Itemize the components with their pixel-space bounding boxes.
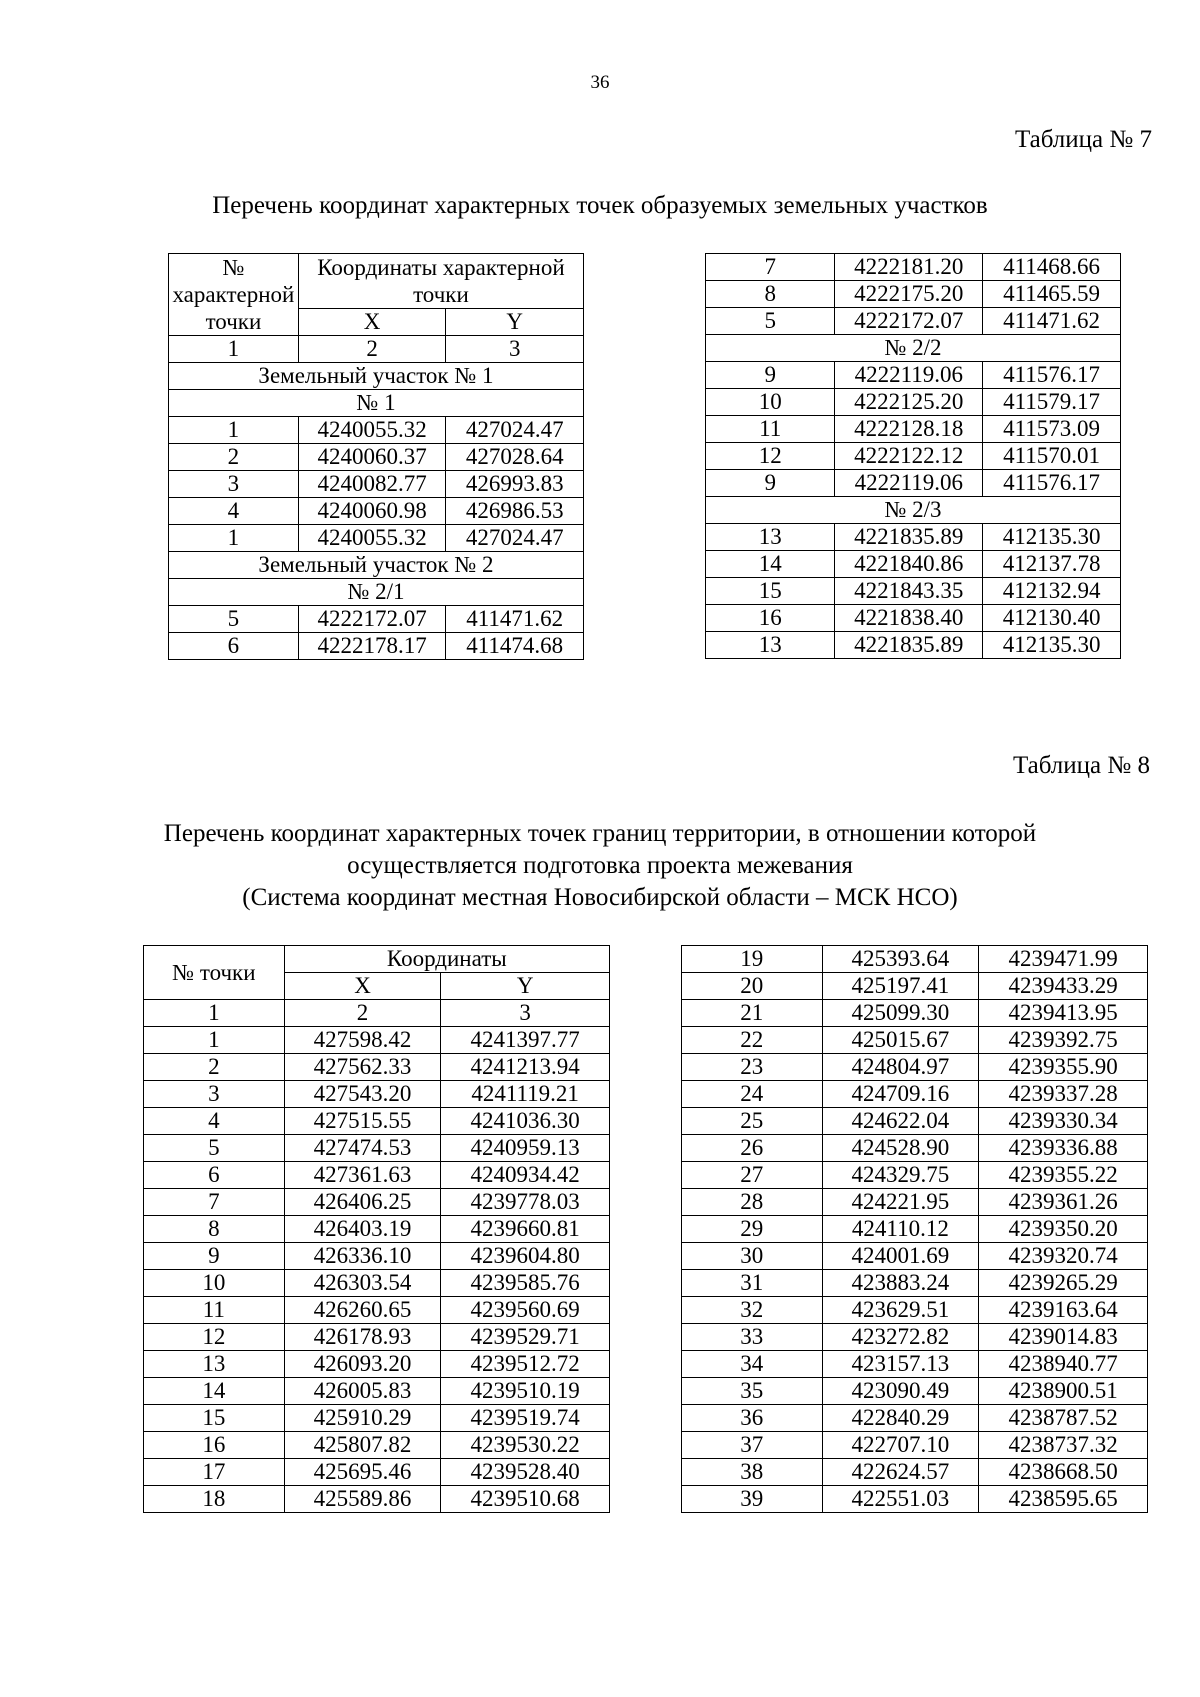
cell-x: 4222119.06 (835, 362, 983, 389)
cell-point-number: 8 (144, 1216, 285, 1243)
table-row (682, 1432, 1148, 1459)
table-row (682, 1108, 1148, 1135)
table-row (706, 254, 1121, 281)
cell-x: 4240060.98 (298, 498, 446, 525)
table-row (144, 1486, 610, 1513)
table-row (682, 1297, 1148, 1324)
table-row (682, 1189, 1148, 1216)
cell-x: 4222175.20 (835, 281, 983, 308)
cell-point-number: 15 (144, 1405, 285, 1432)
section-title: Земельный участок № 2 (169, 552, 584, 579)
table-row (144, 1081, 610, 1108)
cell-point-number: 5 (706, 308, 835, 335)
cell-x: 4221843.35 (835, 578, 983, 605)
section-title: № 2/3 (706, 497, 1121, 524)
cell-x: 425197.41 (822, 973, 979, 1000)
table-row (144, 1189, 610, 1216)
cell-point-number: 9 (144, 1243, 285, 1270)
cell-point-number: 14 (144, 1378, 285, 1405)
cell-x: 425015.67 (822, 1027, 979, 1054)
cell-point-number: 5 (169, 606, 299, 633)
cell-point-number: 1 (144, 1027, 285, 1054)
cell-x: 4222181.20 (835, 254, 983, 281)
table-row (682, 1351, 1148, 1378)
table-row (706, 551, 1121, 578)
cell-x: 426260.65 (284, 1297, 441, 1324)
cell-y: 4240934.42 (441, 1162, 610, 1189)
cell-y: 4239604.80 (441, 1243, 610, 1270)
table8-title-line-3: (Система координат местная Новосибирской области – МСК НСО) (242, 884, 958, 911)
table-row (682, 1324, 1148, 1351)
cell-x: 425910.29 (284, 1405, 441, 1432)
table-row (706, 308, 1121, 335)
cell-point-number: 11 (706, 416, 835, 443)
cell-y: 411576.17 (983, 470, 1121, 497)
table-row (706, 605, 1121, 632)
cell-x: 424001.69 (822, 1243, 979, 1270)
table8-title-line-2: осуществляется подготовка проекта межевания (347, 852, 853, 879)
cell-x: 424709.16 (822, 1081, 979, 1108)
cell-y: 4240959.13 (441, 1135, 610, 1162)
section-title: Земельный участок № 1 (169, 363, 584, 390)
cell-point-number: 23 (682, 1054, 823, 1081)
cell-y: 427024.47 (446, 417, 584, 444)
cell-point-number: 19 (682, 946, 823, 973)
cell-point-number: 12 (706, 443, 835, 470)
cell-point-number: 39 (682, 1486, 823, 1513)
table-row (144, 1054, 610, 1081)
table-row (144, 1027, 610, 1054)
cell-y: 4239433.29 (979, 973, 1148, 1000)
section-row (169, 552, 584, 579)
cell-point-number: 17 (144, 1459, 285, 1486)
cell-x: 426406.25 (284, 1189, 441, 1216)
cell-y: 4239361.26 (979, 1189, 1148, 1216)
table-row (682, 1216, 1148, 1243)
cell-point-number: 22 (682, 1027, 823, 1054)
table-row (144, 1324, 610, 1351)
cell-point-number: 37 (682, 1432, 823, 1459)
cell-point-number: 35 (682, 1378, 823, 1405)
cell-point-number: 29 (682, 1216, 823, 1243)
cell-y: 411573.09 (983, 416, 1121, 443)
cell-y: 4239355.22 (979, 1162, 1148, 1189)
table-row (144, 1378, 610, 1405)
section-row (169, 390, 584, 417)
table-row (169, 444, 584, 471)
table-row (682, 1054, 1148, 1081)
header-x: X (284, 973, 441, 1000)
header-coordinates: Координаты характерной точки (298, 254, 583, 309)
cell-x: 4221838.40 (835, 605, 983, 632)
cell-y: 4239350.20 (979, 1216, 1148, 1243)
cell-y: 4239163.64 (979, 1297, 1148, 1324)
cell-point-number: 4 (144, 1108, 285, 1135)
cell-point-number: 26 (682, 1135, 823, 1162)
cell-point-number: 2 (169, 444, 299, 471)
cell-point-number: 30 (682, 1243, 823, 1270)
table-row (144, 1270, 610, 1297)
cell-y: 427024.47 (446, 525, 584, 552)
cell-y: 412130.40 (983, 605, 1121, 632)
cell-x: 424804.97 (822, 1054, 979, 1081)
cell-y: 411579.17 (983, 389, 1121, 416)
section-row (706, 335, 1121, 362)
cell-x: 424528.90 (822, 1135, 979, 1162)
cell-x: 425099.30 (822, 1000, 979, 1027)
cell-point-number: 14 (706, 551, 835, 578)
table-row (682, 1027, 1148, 1054)
cell-point-number: 3 (144, 1081, 285, 1108)
table-row (144, 1297, 610, 1324)
cell-point-number: 28 (682, 1189, 823, 1216)
header-col-1: 1 (144, 1000, 285, 1027)
cell-point-number: 13 (144, 1351, 285, 1378)
cell-point-number: 2 (144, 1054, 285, 1081)
cell-point-number: 6 (169, 633, 299, 660)
table-row (169, 498, 584, 525)
cell-x: 427361.63 (284, 1162, 441, 1189)
table-row (144, 1405, 610, 1432)
cell-point-number: 10 (144, 1270, 285, 1297)
cell-point-number: 16 (144, 1432, 285, 1459)
cell-x: 425695.46 (284, 1459, 441, 1486)
table8-right (681, 945, 1148, 1513)
cell-x: 422707.10 (822, 1432, 979, 1459)
table-row (706, 524, 1121, 551)
cell-y: 4238787.52 (979, 1405, 1148, 1432)
table-row (706, 416, 1121, 443)
cell-y: 411471.62 (983, 308, 1121, 335)
cell-x: 4221835.89 (835, 524, 983, 551)
cell-point-number: 11 (144, 1297, 285, 1324)
cell-y: 4239471.99 (979, 946, 1148, 973)
cell-x: 4222119.06 (835, 470, 983, 497)
cell-y: 4239330.34 (979, 1108, 1148, 1135)
table-row (682, 1243, 1148, 1270)
cell-y: 4239560.69 (441, 1297, 610, 1324)
cell-point-number: 32 (682, 1297, 823, 1324)
cell-point-number: 36 (682, 1405, 823, 1432)
cell-x: 424221.95 (822, 1189, 979, 1216)
table-row (169, 606, 584, 633)
cell-point-number: 4 (169, 498, 299, 525)
table-row (682, 1405, 1148, 1432)
cell-y: 4239320.74 (979, 1243, 1148, 1270)
cell-point-number: 18 (144, 1486, 285, 1513)
header-coordinates: Координаты (284, 946, 609, 973)
cell-x: 4221835.89 (835, 632, 983, 659)
cell-y: 412135.30 (983, 524, 1121, 551)
header-col-3: 3 (446, 336, 584, 363)
cell-point-number: 6 (144, 1162, 285, 1189)
table-row (682, 1459, 1148, 1486)
table-row (169, 633, 584, 660)
cell-y: 4239336.88 (979, 1135, 1148, 1162)
table-row (169, 417, 584, 444)
table8-label: Таблица № 8 (1012, 752, 1150, 779)
table8-left (143, 945, 610, 1513)
table-row (706, 362, 1121, 389)
cell-x: 4240082.77 (298, 471, 446, 498)
cell-point-number: 1 (169, 417, 299, 444)
header-col-3: 3 (441, 1000, 610, 1027)
cell-x: 426336.10 (284, 1243, 441, 1270)
cell-point-number: 5 (144, 1135, 285, 1162)
table-row (144, 1216, 610, 1243)
cell-y: 412132.94 (983, 578, 1121, 605)
cell-y: 4239265.29 (979, 1270, 1148, 1297)
cell-y: 4239528.40 (441, 1459, 610, 1486)
table-row (144, 1351, 610, 1378)
cell-y: 4241213.94 (441, 1054, 610, 1081)
table-row (682, 1000, 1148, 1027)
page-number: 36 (590, 72, 610, 93)
cell-point-number: 13 (706, 524, 835, 551)
cell-y: 4238668.50 (979, 1459, 1148, 1486)
cell-y: 4239337.28 (979, 1081, 1148, 1108)
cell-y: 4241036.30 (441, 1108, 610, 1135)
table-row (144, 1432, 610, 1459)
cell-x: 426303.54 (284, 1270, 441, 1297)
cell-x: 424329.75 (822, 1162, 979, 1189)
section-title: № 2/2 (706, 335, 1121, 362)
cell-x: 427543.20 (284, 1081, 441, 1108)
cell-point-number: 15 (706, 578, 835, 605)
table-row (682, 973, 1148, 1000)
cell-y: 411576.17 (983, 362, 1121, 389)
cell-y: 4238737.32 (979, 1432, 1148, 1459)
table-row (682, 1378, 1148, 1405)
table-row (706, 281, 1121, 308)
cell-x: 4222128.18 (835, 416, 983, 443)
header-col-2: 2 (284, 1000, 441, 1027)
cell-point-number: 8 (706, 281, 835, 308)
table-row (144, 1243, 610, 1270)
cell-x: 4222172.07 (835, 308, 983, 335)
section-title: № 2/1 (169, 579, 584, 606)
cell-point-number: 31 (682, 1270, 823, 1297)
cell-y: 4239392.75 (979, 1027, 1148, 1054)
cell-x: 4221840.86 (835, 551, 983, 578)
cell-y: 4238940.77 (979, 1351, 1148, 1378)
table-row (169, 525, 584, 552)
cell-x: 4240055.32 (298, 417, 446, 444)
table-row (706, 389, 1121, 416)
cell-y: 4239529.71 (441, 1324, 610, 1351)
table8-title (100, 818, 1100, 914)
cell-y: 4239413.95 (979, 1000, 1148, 1027)
cell-x: 425807.82 (284, 1432, 441, 1459)
table-row (706, 443, 1121, 470)
cell-y: 4241397.77 (441, 1027, 610, 1054)
cell-point-number: 7 (706, 254, 835, 281)
table-row (144, 1162, 610, 1189)
cell-y: 4239778.03 (441, 1189, 610, 1216)
cell-x: 423629.51 (822, 1297, 979, 1324)
cell-x: 426403.19 (284, 1216, 441, 1243)
cell-y: 4239519.74 (441, 1405, 610, 1432)
cell-y: 411471.62 (446, 606, 584, 633)
cell-point-number: 3 (169, 471, 299, 498)
cell-point-number: 9 (706, 362, 835, 389)
cell-point-number: 34 (682, 1351, 823, 1378)
cell-y: 4239585.76 (441, 1270, 610, 1297)
cell-point-number: 27 (682, 1162, 823, 1189)
table-row (682, 1162, 1148, 1189)
table-row (706, 578, 1121, 605)
header-y: Y (441, 973, 610, 1000)
table7-left (168, 253, 584, 660)
cell-y: 4239530.22 (441, 1432, 610, 1459)
table-row (682, 1081, 1148, 1108)
cell-y: 412135.30 (983, 632, 1121, 659)
cell-point-number: 24 (682, 1081, 823, 1108)
header-x: X (298, 309, 446, 336)
cell-y: 4239014.83 (979, 1324, 1148, 1351)
cell-y: 412137.78 (983, 551, 1121, 578)
cell-point-number: 38 (682, 1459, 823, 1486)
cell-x: 425589.86 (284, 1486, 441, 1513)
cell-point-number: 16 (706, 605, 835, 632)
cell-point-number: 7 (144, 1189, 285, 1216)
cell-x: 427562.33 (284, 1054, 441, 1081)
cell-x: 424622.04 (822, 1108, 979, 1135)
cell-point-number: 13 (706, 632, 835, 659)
cell-x: 425393.64 (822, 946, 979, 973)
cell-x: 422624.57 (822, 1459, 979, 1486)
cell-x: 427598.42 (284, 1027, 441, 1054)
cell-x: 4222122.12 (835, 443, 983, 470)
cell-y: 4239510.68 (441, 1486, 610, 1513)
cell-x: 422840.29 (822, 1405, 979, 1432)
cell-x: 4240055.32 (298, 525, 446, 552)
cell-x: 422551.03 (822, 1486, 979, 1513)
cell-y: 4238595.65 (979, 1486, 1148, 1513)
cell-x: 424110.12 (822, 1216, 979, 1243)
header-y: Y (446, 309, 584, 336)
table-row (144, 1459, 610, 1486)
cell-point-number: 20 (682, 973, 823, 1000)
cell-y: 427028.64 (446, 444, 584, 471)
section-row (169, 363, 584, 390)
table-row (682, 1270, 1148, 1297)
cell-y: 411468.66 (983, 254, 1121, 281)
section-row (706, 497, 1121, 524)
table-row (682, 1486, 1148, 1513)
cell-point-number: 1 (169, 525, 299, 552)
cell-x: 423272.82 (822, 1324, 979, 1351)
section-row (169, 579, 584, 606)
cell-x: 4222178.17 (298, 633, 446, 660)
section-title: № 1 (169, 390, 584, 417)
cell-x: 426005.83 (284, 1378, 441, 1405)
cell-x: 4240060.37 (298, 444, 446, 471)
table-row (144, 1135, 610, 1162)
cell-x: 4222125.20 (835, 389, 983, 416)
cell-x: 427515.55 (284, 1108, 441, 1135)
cell-y: 4239660.81 (441, 1216, 610, 1243)
cell-x: 427474.53 (284, 1135, 441, 1162)
table-row (706, 470, 1121, 497)
table-row (682, 946, 1148, 973)
table-row (144, 1108, 610, 1135)
header-point-number: № характерной точки (169, 254, 299, 336)
cell-y: 411465.59 (983, 281, 1121, 308)
cell-point-number: 21 (682, 1000, 823, 1027)
cell-x: 423883.24 (822, 1270, 979, 1297)
cell-y: 4241119.21 (441, 1081, 610, 1108)
table-row (682, 1135, 1148, 1162)
cell-y: 426986.53 (446, 498, 584, 525)
cell-point-number: 33 (682, 1324, 823, 1351)
cell-point-number: 10 (706, 389, 835, 416)
table7-right (705, 253, 1121, 659)
cell-y: 411474.68 (446, 633, 584, 660)
header-col-2: 2 (298, 336, 446, 363)
cell-point-number: 25 (682, 1108, 823, 1135)
table8-title-line-1: Перечень координат характерных точек границ территории, в отношении которой (163, 820, 1037, 847)
header-col-1: 1 (169, 336, 299, 363)
cell-x: 4222172.07 (298, 606, 446, 633)
header-point-number: № точки (144, 946, 285, 1000)
cell-y: 4239355.90 (979, 1054, 1148, 1081)
cell-x: 423157.13 (822, 1351, 979, 1378)
cell-y: 4239512.72 (441, 1351, 610, 1378)
table7-title: Перечень координат характерных точек образуемых земельных участков (212, 192, 988, 219)
cell-x: 426093.20 (284, 1351, 441, 1378)
cell-point-number: 9 (706, 470, 835, 497)
cell-y: 4238900.51 (979, 1378, 1148, 1405)
cell-y: 411570.01 (983, 443, 1121, 470)
cell-point-number: 12 (144, 1324, 285, 1351)
table-row (706, 632, 1121, 659)
cell-x: 423090.49 (822, 1378, 979, 1405)
cell-x: 426178.93 (284, 1324, 441, 1351)
cell-y: 4239510.19 (441, 1378, 610, 1405)
table-row (169, 471, 584, 498)
table7-label: Таблица № 7 (1014, 126, 1152, 153)
cell-y: 426993.83 (446, 471, 584, 498)
